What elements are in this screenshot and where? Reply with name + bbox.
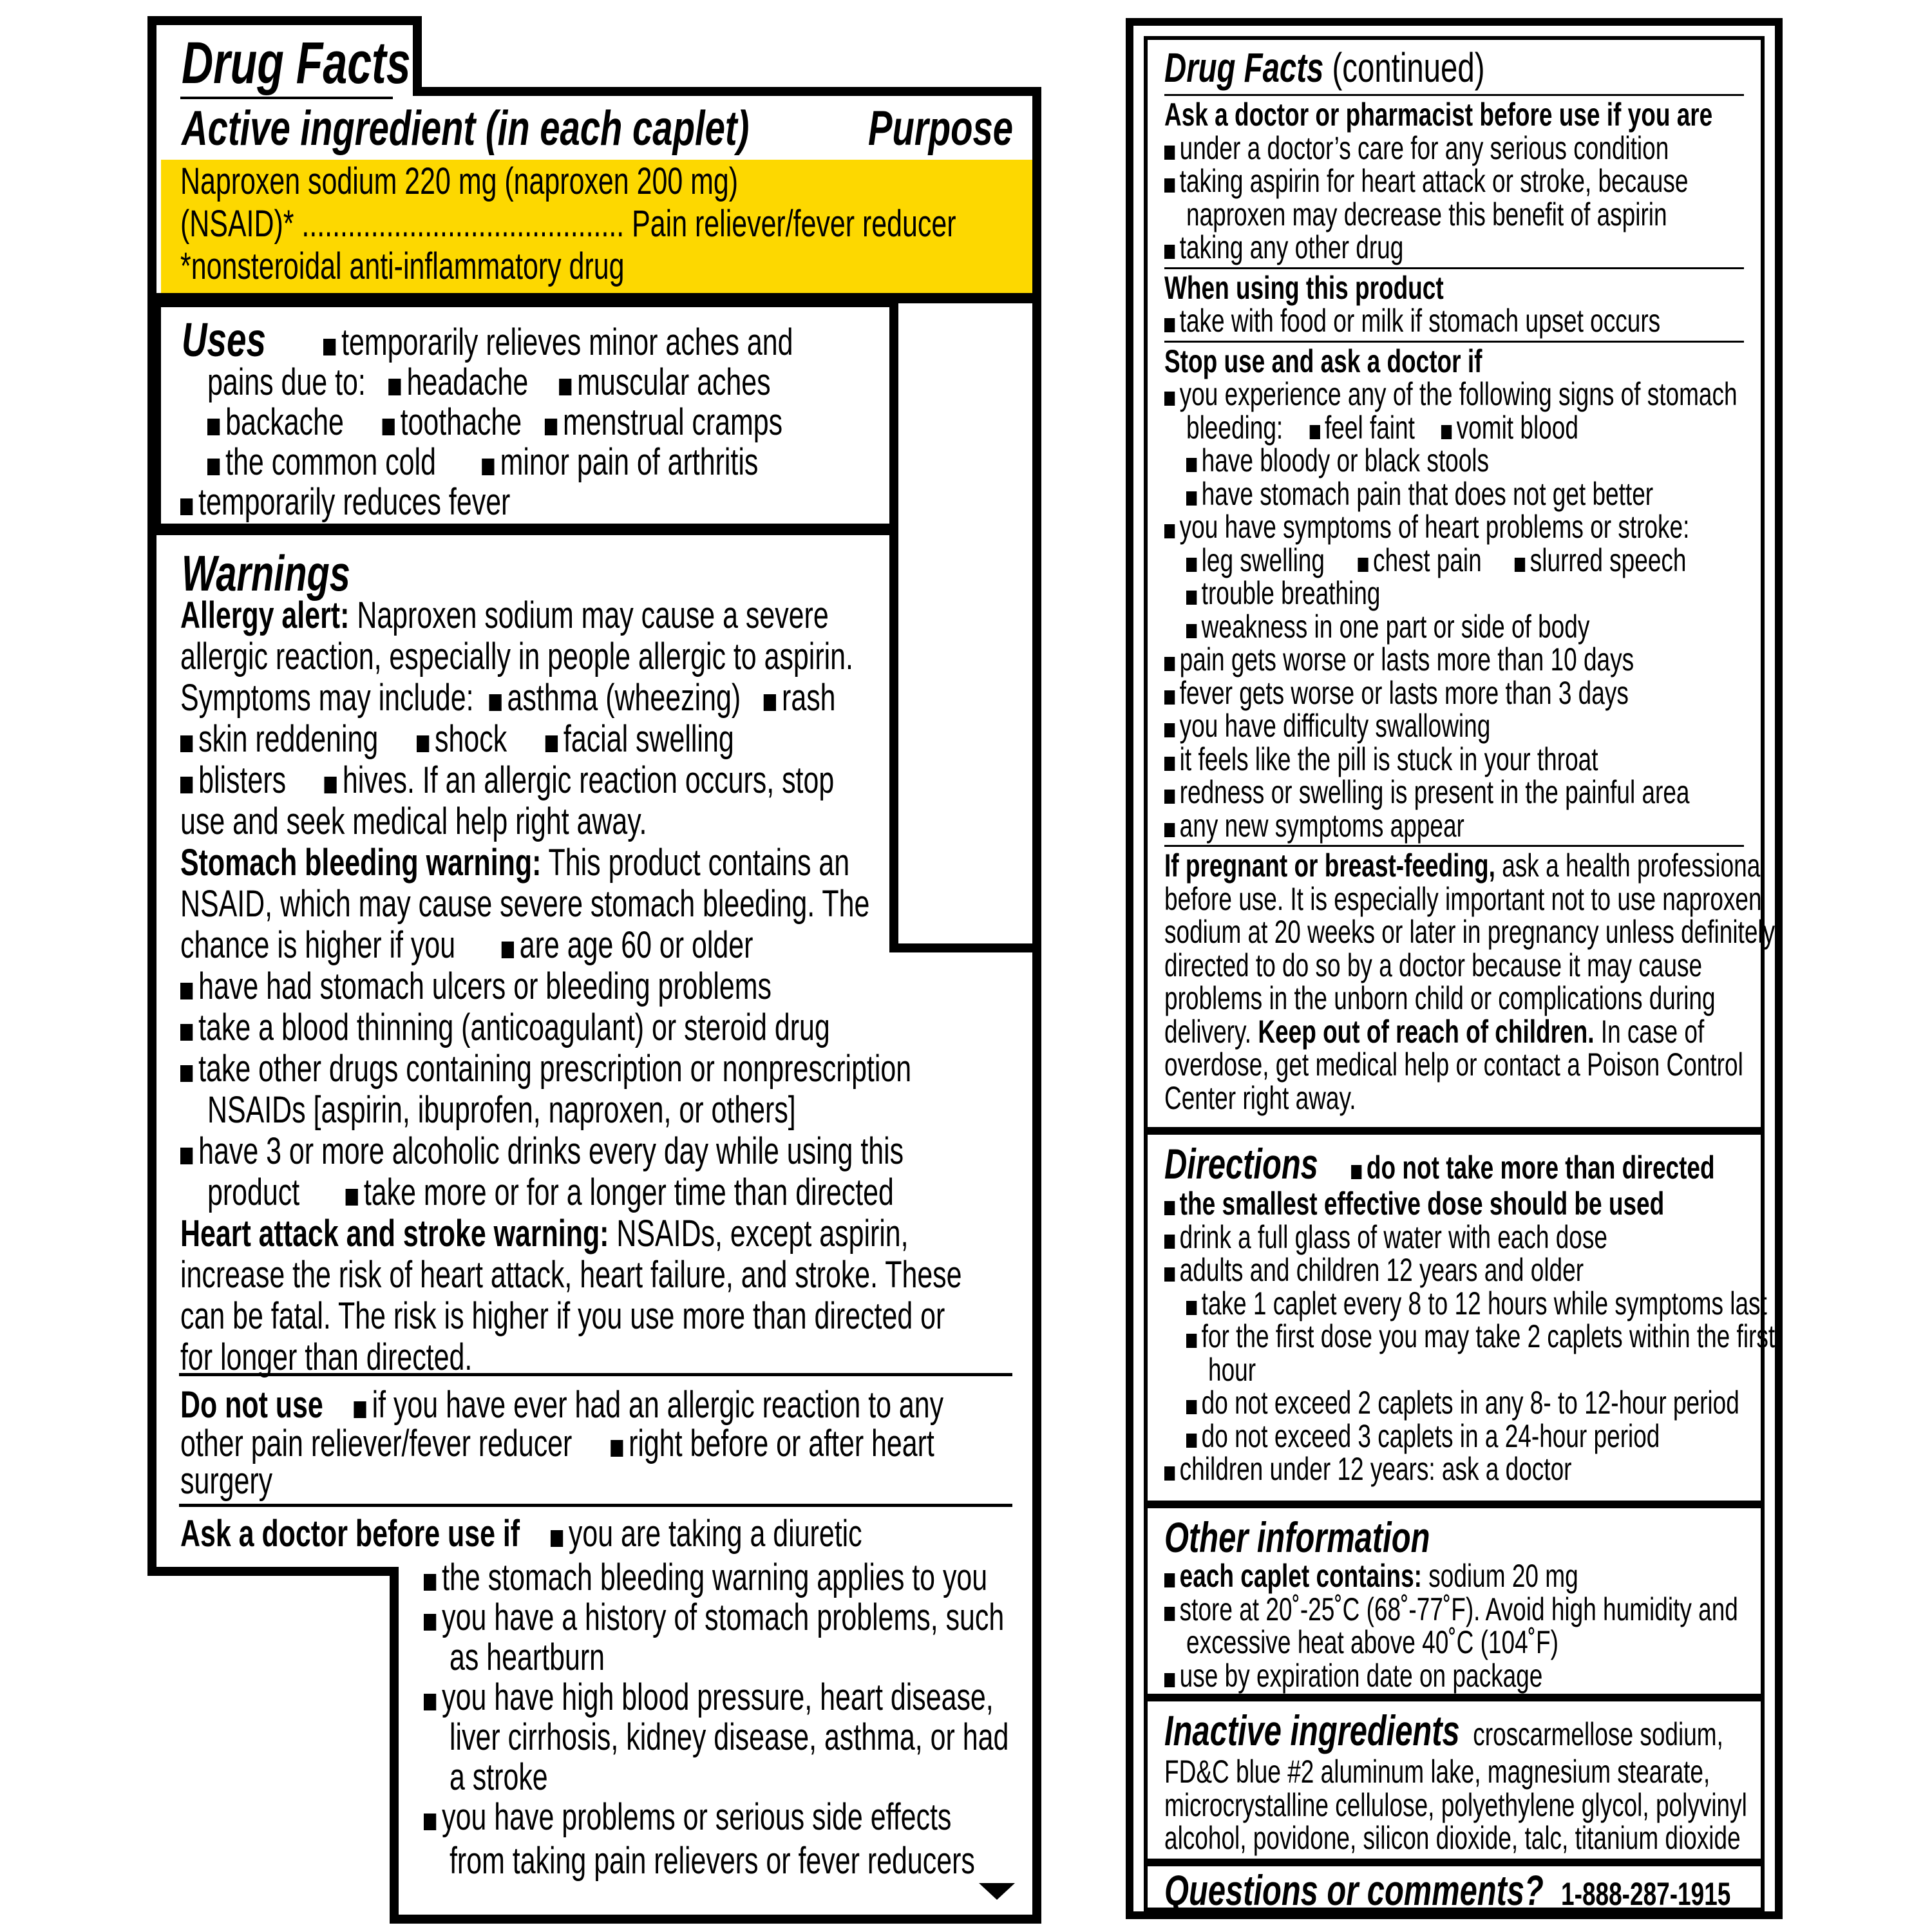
stop-use-item-5: you have symptoms of heart problems or stroke: (1164, 511, 1593, 544)
do-not-use-line-3: surgery (180, 1460, 273, 1502)
warnings-heading: Warnings (182, 545, 350, 601)
stomach-warning-line-6: take other drugs containing prescription or nonprescription (180, 1048, 911, 1090)
stop-use-item-11: you have difficulty swallowing (1164, 710, 1593, 743)
stop-use-item-12: it feels like the pill is stuck in your throat (1164, 743, 1593, 777)
stomach-warning-line-2: NSAID, which may cause severe stomach bleeding. The (180, 883, 870, 925)
other-info-item-2: store at 20˚-25˚C (68˚-77˚F). Avoid high humidity and (1164, 1593, 1593, 1627)
stomach-warning-line-7: NSAIDs [aspirin, ibuprofen, naproxen, or others] (207, 1089, 796, 1131)
directions-line-0: Directions do not take more than directed (1164, 1140, 1715, 1188)
inactive-line-4: alcohol, povidone, silicon dioxide, talc, titanium dioxide (1164, 1820, 1741, 1856)
stomach-warning-line-4: have had stomach ulcers or bleeding problems (180, 966, 772, 1007)
ask-doctor-line-8: you have problems or serious side effects (424, 1797, 951, 1838)
directions-item-5b: hour (1208, 1351, 1256, 1388)
ingredient-line-1: Naproxen sodium 220 mg (naproxen 200 mg) (180, 160, 739, 202)
pregnancy-line-3: sodium at 20 weeks or later in pregnancy unless definitely (1164, 914, 1776, 950)
continued-section (1144, 36, 1776, 1131)
questions-section (1144, 1862, 1765, 1914)
allergy-alert-line-6: use and seek medical help right away. (180, 800, 647, 842)
stomach-warning-line-5: take a blood thinning (anticoagulant) or steroid drug (180, 1007, 830, 1048)
directions-item-1: the smallest effective dose should be used (1164, 1188, 1593, 1221)
inactive-ingredients-section (1144, 1698, 1765, 1862)
ask-doctor-line-9: from taking pain relievers or fever reducers (450, 1840, 975, 1882)
directions-item-3: adults and children 12 years and older (1164, 1254, 1593, 1287)
ask-doctor-line-5: you have high blood pressure, heart disease, (424, 1677, 994, 1718)
other-information-heading: Other information (1164, 1513, 1430, 1561)
allergy-alert-line-1: Allergy alert: Naproxen sodium may cause a severe (180, 594, 829, 636)
directions-item-2: drink a full glass of water with each dose (1164, 1221, 1593, 1255)
pregnancy-line-4: directed to do so by a doctor because it may cause (1164, 947, 1703, 983)
allergy-alert-line-4: skin reddening shock facial swelling (180, 719, 734, 760)
when-using-heading: When using this product (1164, 269, 1444, 306)
pregnancy-line-5: problems in the unborn child or complications during (1164, 980, 1716, 1016)
ask-pharmacist-item-3: taking any other drug (1164, 231, 1593, 265)
allergy-alert-line-3: Symptoms may include: asthma (wheezing) rash (180, 677, 836, 719)
stomach-warning-line-1: Stomach bleeding warning: This product contains an (180, 842, 850, 884)
ask-pharmacist-item-2b: naproxen may decrease this benefit of aspirin (1186, 196, 1667, 232)
ingredient-line-2: (NSAID)* .......................................... Pain reliever/fever reducer (180, 203, 956, 245)
pregnancy-line-7: overdose, get medical help or contact a Poison Control (1164, 1046, 1743, 1083)
pregnancy-line-6: delivery. Keep out of reach of children. In case of (1164, 1013, 1705, 1050)
stomach-warning-line-8: have 3 or more alcoholic drinks every day while using this (180, 1131, 904, 1172)
stop-use-item-9: pain gets worse or lasts more than 10 days (1164, 643, 1593, 677)
ask-doctor-line-4: as heartburn (450, 1636, 605, 1678)
directions-item-8: children under 12 years: ask a doctor (1164, 1453, 1593, 1486)
uses-heading: Uses (182, 313, 266, 366)
directions-item-7: do not exceed 3 caplets in a 24-hour period (1186, 1420, 1599, 1454)
ask-doctor-line-7: a stroke (450, 1756, 548, 1798)
ask-doctor-line-3: you have a history of stomach problems, such (424, 1597, 1004, 1638)
stomach-warning-line-9: product take more or for a longer time than directed (207, 1171, 894, 1213)
ingredient-note: *nonsteroidal anti-inflammatory drug (180, 245, 625, 287)
do-not-use-line-1: Do not use if you have ever had an allergic reaction to any (180, 1384, 944, 1426)
ask-doctor-rule (179, 1504, 1012, 1507)
heart-warning-line-3: can be fatal. The risk is higher if you use more than directed or (180, 1295, 945, 1337)
stop-use-item-6: leg swelling chest pain slurred speech (1186, 544, 1599, 578)
inactive-line-3: microcrystalline cellulose, polyethylene glycol, polyvinyl (1164, 1786, 1747, 1823)
purpose-header: Purpose (868, 101, 1014, 156)
continue-arrow-icon (979, 1883, 1015, 1900)
stop-use-item-14: any new symptoms appear (1164, 810, 1593, 843)
stop-use-item-2: bleeding: feel faint vomit blood (1186, 409, 1578, 446)
inactive-line-2: FD&C blue #2 aluminum lake, magnesium stearate, (1164, 1754, 1710, 1790)
stop-use-heading: Stop use and ask a doctor if (1164, 343, 1482, 379)
heart-warning-line-4: for longer than directed. (180, 1336, 473, 1378)
ask-doctor-line-1: Ask a doctor before use if you are taking a diuretic (180, 1513, 862, 1555)
do-not-use-line-2: other pain reliever/fever reducer right before or after heart (180, 1423, 934, 1464)
questions-line: Questions or comments? 1-888-287-1915 (1164, 1866, 1731, 1914)
directions-item-5: for the first dose you may take 2 caplets within the first (1186, 1320, 1599, 1354)
uses-line-1: temporarily relieves minor aches and (323, 322, 793, 363)
pregnancy-line-8: Center right away. (1164, 1079, 1356, 1116)
uses-line-2: pains due to: headache muscular aches (207, 361, 771, 403)
other-information-section (1144, 1504, 1765, 1698)
directions-section (1144, 1131, 1776, 1504)
ask-doctor-line-6: liver cirrhosis, kidney disease, asthma, or had (450, 1716, 1009, 1758)
pregnancy-line-2: before use. It is especially important not to use naproxen (1164, 880, 1762, 917)
stop-use-item-1: you experience any of the following signs of stomach (1164, 378, 1593, 412)
drug-facts-title: Drug Facts (182, 30, 411, 96)
other-info-item-3: use by expiration date on package (1164, 1660, 1593, 1693)
when-using-item-1: take with food or milk if stomach upset occurs (1164, 305, 1593, 338)
uses-line-3: backache toothache menstrual cramps (207, 402, 782, 443)
ask-pharmacist-heading: Ask a doctor or pharmacist before use if you are (1164, 97, 1713, 133)
other-info-item-1: each caplet contains: sodium 20 mg (1164, 1560, 1593, 1593)
active-ingredient-header: Active ingredient (in each caplet) (182, 101, 750, 156)
stop-use-item-10: fever gets worse or lasts more than 3 days (1164, 677, 1593, 710)
stop-use-item-7: trouble breathing (1186, 577, 1599, 611)
stop-use-item-8: weakness in one part or side of body (1186, 611, 1599, 644)
drug-facts-panel-right (1126, 18, 1783, 1919)
directions-item-6: do not exceed 2 caplets in any 8- to 12-hour period (1186, 1387, 1599, 1420)
ask-doctor-line-2: the stomach bleeding warning applies to you (424, 1557, 987, 1598)
stop-use-item-13: redness or swelling is present in the painful area (1164, 776, 1593, 810)
pregnancy-line-1: If pregnant or breast-feeding, ask a health professional (1164, 848, 1766, 884)
ask-pharmacist-item-2: taking aspirin for heart attack or stroke, because (1164, 165, 1593, 198)
other-info-item-2b: excessive heat above 40˚C (104˚F) (1186, 1624, 1558, 1660)
uses-line-5: temporarily reduces fever (180, 482, 510, 523)
continued-title: Drug Facts (continued) (1164, 44, 1485, 91)
heart-warning-line-2: increase the risk of heart attack, heart failure, and stroke. These (180, 1254, 962, 1296)
inactive-line-1: Inactive ingredients croscarmellose sodium, (1164, 1707, 1723, 1754)
directions-item-4: take 1 caplet every 8 to 12 hours while symptoms last (1186, 1287, 1599, 1321)
phone-number: 1-888-287-1915 (1561, 1876, 1731, 1912)
stop-use-item-4: have stomach pain that does not get better (1186, 478, 1599, 511)
allergy-alert-line-2: allergic reaction, especially in people allergic to aspirin. (180, 636, 853, 677)
uses-line-4: the common cold minor pain of arthritis (207, 442, 758, 483)
ask-pharmacist-item-1: under a doctor’s care for any serious condition (1164, 132, 1593, 166)
allergy-alert-line-5: blisters hives. If an allergic reaction occurs, stop (180, 760, 834, 801)
stop-use-item-3: have bloody or black stools (1186, 444, 1599, 478)
stomach-warning-line-3: chance is higher if you are age 60 or older (180, 924, 753, 966)
heart-warning-line-1: Heart attack and stroke warning: NSAIDs, except aspirin, (180, 1213, 909, 1255)
